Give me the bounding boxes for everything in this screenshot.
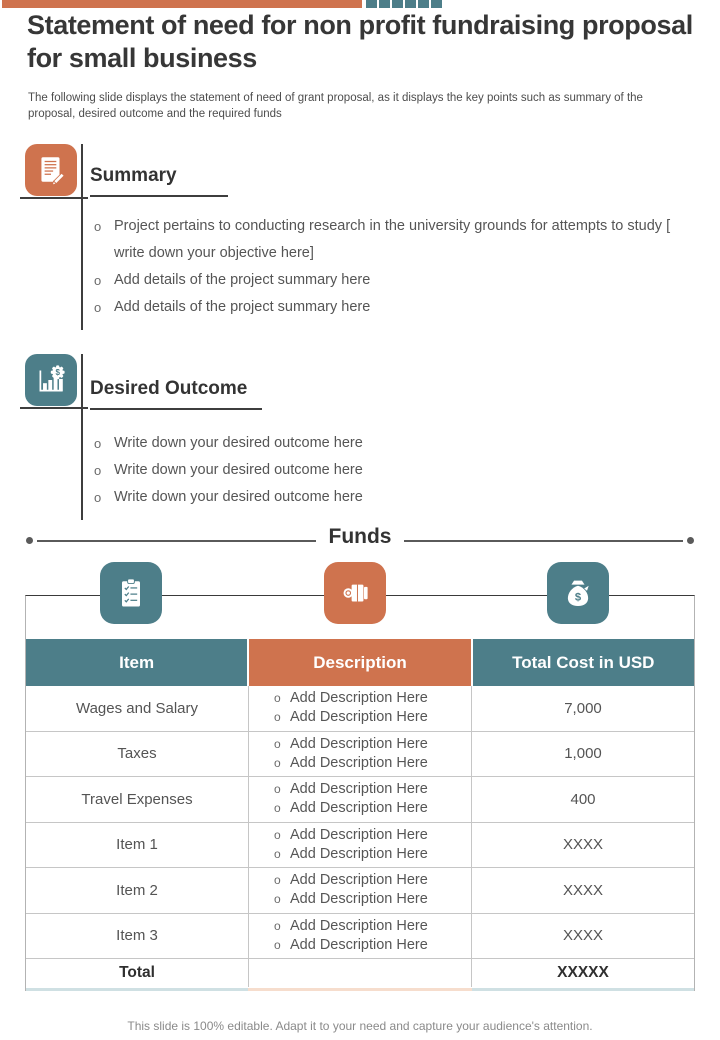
top-accent-bar-orange [2, 0, 362, 8]
money-bag-icon [560, 575, 596, 611]
item-cell: Item 2 [116, 881, 158, 899]
desired-outcome-vertical-rule [81, 354, 83, 520]
item-cell: Item 3 [116, 927, 158, 945]
cost-cell: XXXX [562, 881, 604, 899]
page-title: Statement of need for non profit fundraising proposal for small business [27, 10, 693, 73]
item-cell: Item 1 [116, 836, 158, 854]
checklist-icon [113, 575, 149, 611]
summary-section-tile [25, 144, 77, 196]
cost-cell: XXXX [562, 836, 604, 854]
table-row [26, 686, 694, 732]
funds-divider-line-right [404, 540, 683, 542]
description-line: o Add Description Here [274, 826, 446, 845]
summary-vertical-rule [81, 144, 83, 330]
svg-text:$: $ [55, 368, 60, 378]
desired-outcome-heading: Desired Outcome [90, 378, 248, 399]
description-line: o Add Description Here [274, 754, 446, 773]
table-row [26, 914, 694, 960]
description-line: o Add Description Here [274, 799, 446, 818]
summary-bullet: o Add details of the project summary here [92, 294, 692, 321]
cash-bundle-icon [337, 575, 373, 611]
cost-cell: 7,000 [564, 699, 602, 717]
cost-cell: 400 [570, 790, 596, 808]
desired-outcome-heading-underline [90, 408, 262, 410]
table-total-row [26, 959, 694, 987]
item-cell: Taxes [117, 745, 157, 763]
summary-heading: Summary [90, 165, 177, 186]
page-subtitle: The following slide displays the statement of need of grant proposal, as it displays the key points such as summary of the proposal, desired outcome and the required funds [28, 92, 643, 121]
item-cell: Travel Expenses [81, 790, 193, 808]
table-row [26, 777, 694, 823]
bar-chart-gear-dollar-icon [34, 363, 68, 397]
funds-heading: Funds [328, 525, 392, 548]
summary-bullet: o Add details of the project summary here [92, 267, 692, 294]
column-header-item: Item [26, 639, 247, 686]
document-pencil-icon [34, 153, 68, 187]
description-line: o Add Description Here [274, 936, 446, 955]
desired-outcome-section-tile [25, 354, 77, 406]
description-cell [248, 868, 472, 913]
funds-table [25, 595, 695, 991]
desired-outcome-bullet: o Write down your desired outcome here [92, 430, 692, 457]
table-row [26, 868, 694, 914]
summary-bullet: o Project pertains to conducting research in the university grounds for attempts to study [ write down your objective here] [92, 213, 692, 267]
description-line: o Add Description Here [274, 890, 446, 909]
funds-divider-line-left [37, 540, 316, 542]
top-accent-segment [366, 0, 377, 8]
desired-outcome-bullet: o Write down your desired outcome here [92, 457, 692, 484]
top-accent-segment [431, 0, 442, 8]
description-line: o Add Description Here [274, 735, 446, 754]
top-accent-segment [405, 0, 416, 8]
column-header-description: Description [249, 639, 470, 686]
description-cell [248, 914, 472, 959]
table-row [26, 823, 694, 869]
funds-description-tile [324, 562, 386, 624]
description-line: o Add Description Here [274, 780, 446, 799]
description-cell [248, 777, 472, 822]
funds-divider-dot-left [26, 537, 33, 544]
footer-note: This slide is 100% editable. Adapt it to your need and capture your audience's attention. [127, 1019, 593, 1033]
funds-item-tile [100, 562, 162, 624]
svg-text:$: $ [574, 591, 582, 604]
top-accent-segment [379, 0, 390, 8]
desired-outcome-bullet-list [92, 430, 692, 511]
table-bottom-accent [26, 988, 694, 991]
description-line: o Add Description Here [274, 708, 446, 727]
description-cell [248, 732, 472, 777]
cost-cell: XXXX [562, 927, 604, 945]
top-accent-segment [392, 0, 403, 8]
funds-total-tile [547, 562, 609, 624]
description-line: o Add Description Here [274, 871, 446, 890]
description-line: o Add Description Here [274, 917, 446, 936]
description-line: o Add Description Here [274, 689, 446, 708]
funds-table-body [26, 686, 694, 987]
column-header-total-cost: Total Cost in USD [473, 639, 694, 686]
total-description-cell [248, 959, 472, 987]
cost-cell: 1,000 [564, 745, 602, 763]
item-cell: Wages and Salary [75, 699, 198, 717]
table-row [26, 732, 694, 778]
desired-outcome-bullet: o Write down your desired outcome here [92, 484, 692, 511]
funds-table-header [26, 639, 694, 686]
top-accent-segment [418, 0, 429, 8]
summary-bullet-list [92, 213, 692, 321]
total-label-cell: Total [119, 964, 155, 981]
description-cell [248, 686, 472, 731]
total-cost-cell: XXXXX [557, 964, 609, 981]
funds-divider-dot-right [687, 537, 694, 544]
summary-tile-rule [20, 197, 88, 199]
description-cell [248, 823, 472, 868]
description-line: o Add Description Here [274, 845, 446, 864]
summary-heading-underline [90, 195, 228, 197]
desired-outcome-tile-rule [20, 407, 88, 409]
